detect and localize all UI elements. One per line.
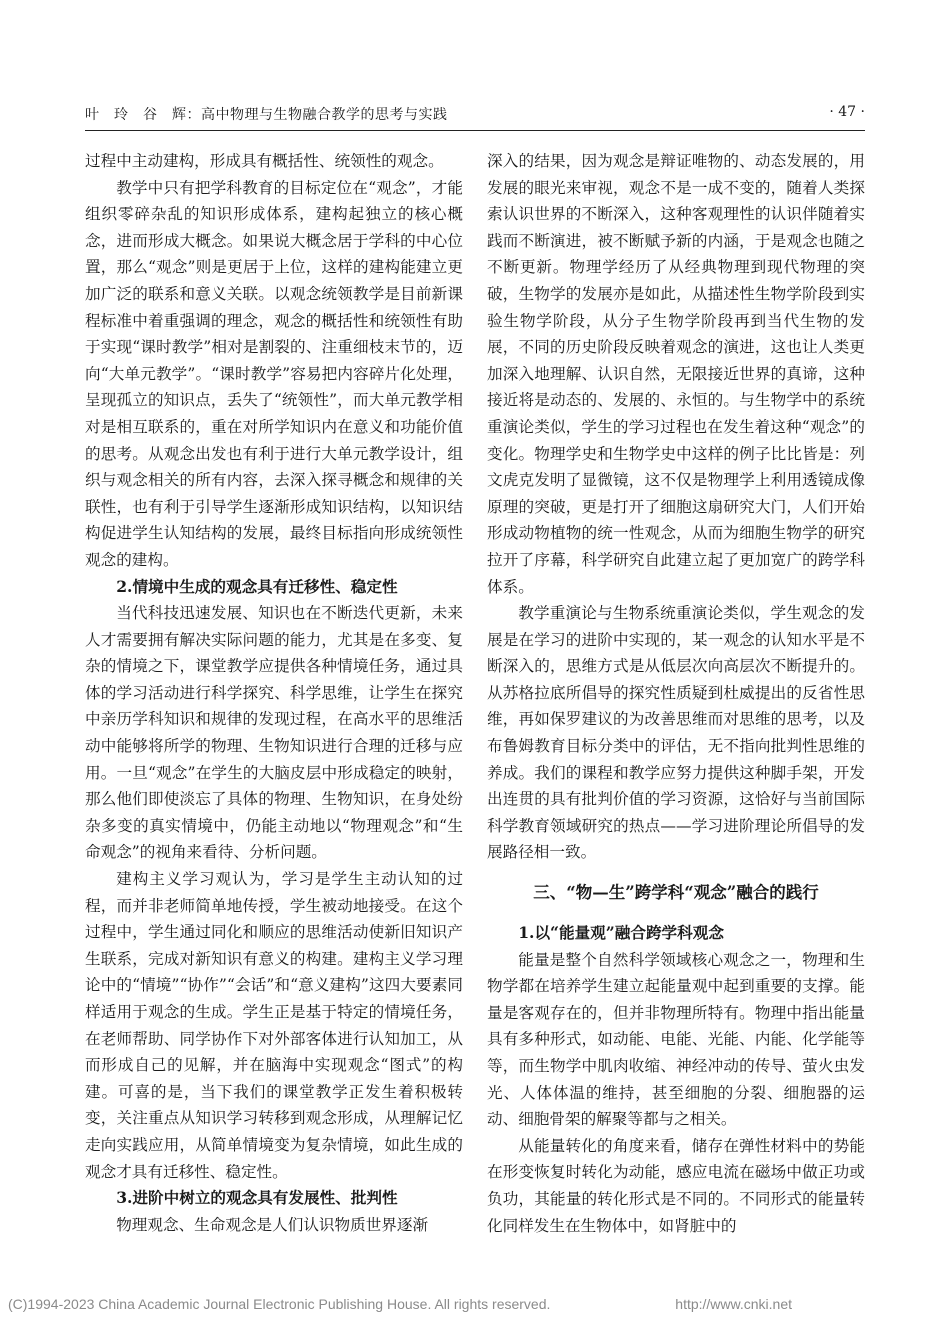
subsection-heading: 1.以“能量观”融合跨学科观念 bbox=[518, 923, 724, 943]
header-authors-title: 叶 玲 谷 辉：高中物理与生物融合教学的思考与实践 bbox=[85, 107, 448, 123]
section-heading: 三、“物—生”跨学科“观念”融合的践行 bbox=[533, 883, 819, 903]
paragraph: 从能量转化的角度来看，储存在弹性材料中的势能在形变恢复时转化为动能，感应电流在磁场中做正功或负功，其能量的转化形式是不同的。不同形式的能量转化同样发生在生物体中，如肾脏中的 bbox=[487, 1136, 865, 1235]
site-url: http://www.cnki.net bbox=[675, 1296, 792, 1312]
paragraph: 建构主义学习观认为，学习是学生主动认知的过程，而并非老师简单地传授，学生被动地接受。在这个过程中，学生通过同化和顺应的思维活动使新旧知识产生联系，完成对新知识有意义的构建。建构主义学习理论中的“情境”“协作”“会话”和“意义建构”这四大要素同样适用于观念的生成。学生正是基于特定的情境任务，在老师帮助、同学协作下对外部客体进行认知加工，从而形成自己的见解，并在脑海中实现观念“图式”的构建。可喜的是，当下我们的课堂教学正发生着积极转变，关注重点从知识学习转移到观念形成，从理解记忆走向实践应用，从简单情境变为复杂情境，如此生成的观念才具有迁移性、稳定性。 bbox=[85, 870, 463, 1181]
paragraph: 教学中只有把学科教育的目标定位在“观念”，才能组织零碎杂乱的知识形成体系，建构起独立的核心概念，进而形成大概念。如果说大概念居于学科的中心位置，那么“观念”则是更居于上位，这样的建构能建立更加广泛的联系和意义关联。以观念统领教学是目前新课程标准中着重强调的理念，观念的概括性和统领性有助于实现“课时教学”相对是割裂的、注重细枝末节的，迈向“大单元教学”。“课时教学”容易把内容碎片化处理，呈现孤立的知识点，丢失了“统领性”，而大单元教学相对是相互联系的，重在对所学知识内在意义和功能价值的思考。从观念出发也有利于进行大单元教学设计，组织与观念相关的所有内容，去深入探寻概念和规律的关联性，也有利于引导学生逐渐形成知识结构，以知识结构促进学生认知结构的发展，最终目标指向形成统领性观念的建构。 bbox=[85, 178, 463, 569]
paragraph: 能量是整个自然科学领域核心观念之一，物理和生物学都在培养学生建立起能量观中起到重要的支撑。能量是客观存在的，但并非物理所特有。物理中指出能量具有多种形式，如动能、电能、光能、内能、化学能等等，而生物学中肌肉收缩、神经冲动的传导、萤火虫发光、人体体温的维持，甚至细胞的分裂、细胞器的运动、细胞骨架的解聚等都与之相关。 bbox=[487, 950, 865, 1129]
paragraph: 过程中主动建构，形成具有概括性、统领性的观念。 bbox=[85, 152, 444, 170]
subsection-heading: 2.情境中生成的观念具有迁移性、稳定性 bbox=[116, 576, 398, 596]
running-header bbox=[85, 100, 865, 131]
left-column bbox=[85, 148, 463, 1238]
copyright-notice: (C)1994-2023 China Academic Journal Electronic Publishing House. All rights reserved. bbox=[8, 1296, 551, 1312]
subsection-heading: 3.进阶中树立的观念具有发展性、批判性 bbox=[116, 1188, 398, 1208]
page-number: · 47 · bbox=[829, 104, 865, 120]
paragraph: 当代科技迅速发展、知识也在不断迭代更新，未来人才需要拥有解决实际问题的能力，尤其是在多变、复杂的情境之下，课堂教学应提供各种情境任务，通过具体的学习活动进行科学探究、科学思维，让学生在探究中亲历学科知识和规律的发现过程，在高水平的思维活动中能够将所学的物理、生物知识进行合理的迁移与应用。一旦“观念”在学生的大脑皮层中形成稳定的映射，那么他们即使淡忘了具体的物理、生物知识，在身处纷杂多变的真实情境中，仍能主动地以“物理观念”和“生命观念”的视角来看待、分析问题。 bbox=[85, 604, 463, 862]
right-column bbox=[487, 148, 865, 1239]
paragraph: 深入的结果，因为观念是辩证唯物的、动态发展的，用发展的眼光来审视，观念不是一成不变的，随着人类探索认识世界的不断深入，这种客观理性的认识伴随着实践而不断演进，被不断赋予新的内涵，于是观念也随之不断更新。物理学经历了从经典物理到现代物理的突破，生物学的发展亦是如此，从描述性生物学阶段到实验生物学阶段，从分子生物学阶段再到当代生物的发展，不同的历史阶段反映着观念的演进，这也让人类更加深入地理解、认识自然，无限接近世界的真谛，这种接近将是动态的、发展的、永恒的。与生物学中的系统重演论类似，学生的学习过程也在发生着这种“观念”的变化。物理学史和生物学史中这样的例子比比皆是：列文虎克发明了显微镜，这不仅是物理学上利用透镜成像原理的突破，更是打开了细胞这扇研究大门，人们开始形成动物植物的统一性观念，从而为细胞生物学的研究拉开了序幕，科学研究自此建立起了更加宽广的跨学科体系。 bbox=[487, 152, 865, 596]
paragraph: 教学重演论与生物系统重演论类似，学生观念的发展是在学习的进阶中实现的，某一观念的认知水平是不断深入的，思维方式是从低层次向高层次不断提升的。从苏格拉底所倡导的探究性质疑到杜威提出的反省性思维，再如保罗建议的为改善思维而对思维的思考，以及布鲁姆教育目标分类中的评估，无不指向批判性思维的养成。我们的课程和教学应努力提供这种脚手架，开发出连贯的具有批判价值的学习资源，这恰好与当前国际科学教育领域研究的热点——学习进阶理论所倡导的发展路径相一致。 bbox=[487, 604, 865, 862]
paragraph: 物理观念、生命观念是人们认识物质世界逐渐 bbox=[116, 1215, 429, 1234]
